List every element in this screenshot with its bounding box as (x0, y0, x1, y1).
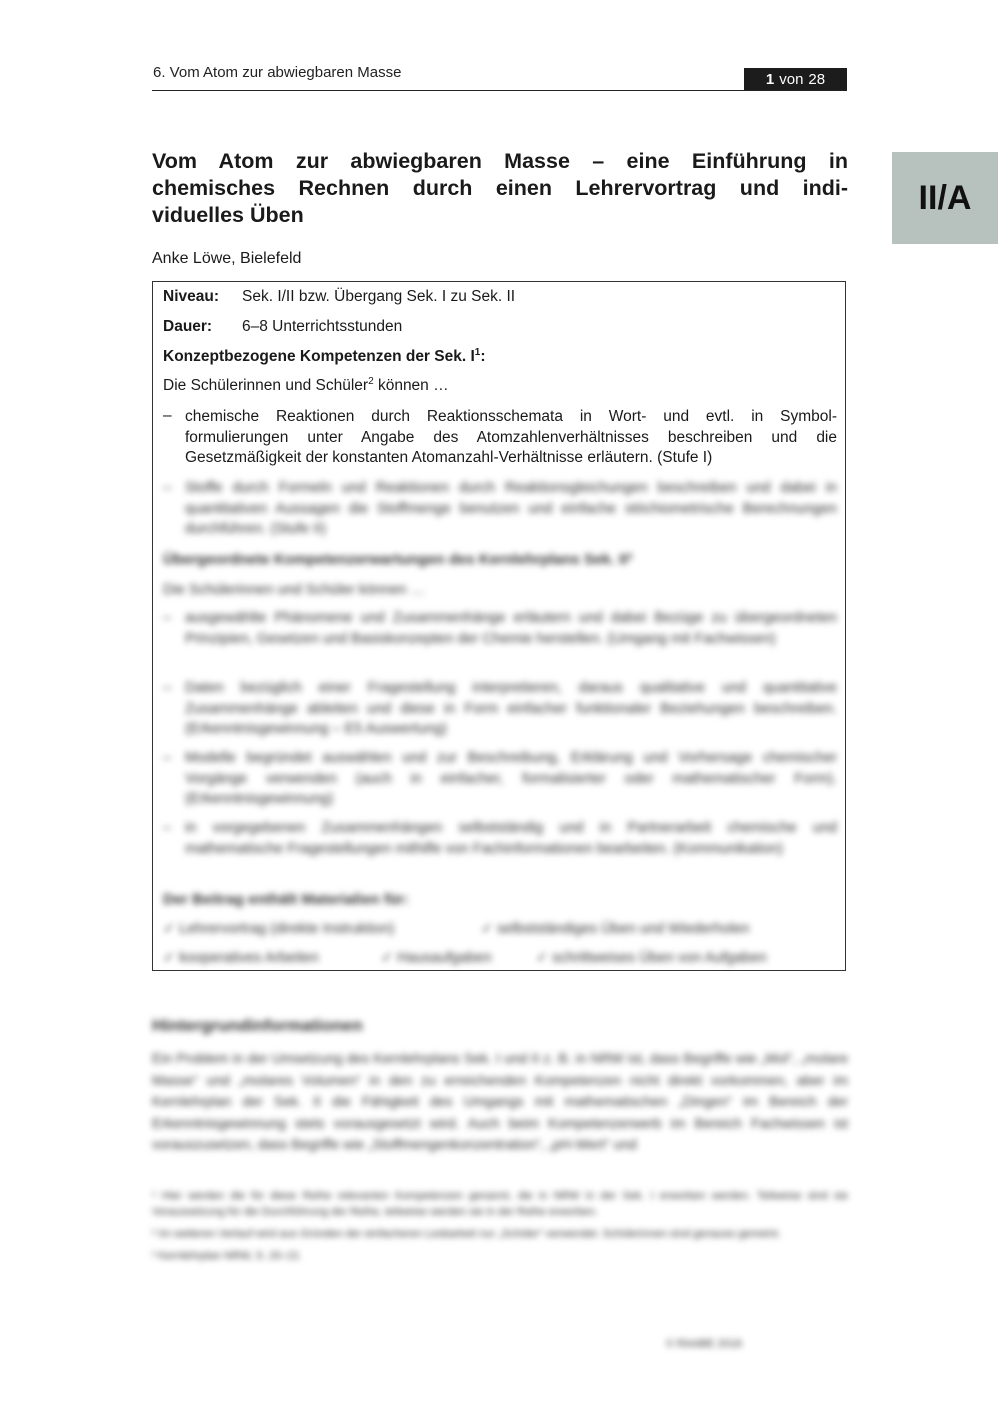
blurred-preview-region (153, 472, 844, 969)
background-heading: Hintergrundinformationen (152, 1016, 363, 1035)
check-item: ✓ schrittweises Üben von Aufgaben (536, 950, 767, 966)
blurred-heading: Der Beitrag enthält Materialien für: (163, 891, 409, 908)
background-paragraph: Ein Problem in der Umsetzung des Kernlehrplans Sek. I und II z. B. in NRW ist, dass Begriffe wie „Mol“, „molare Masse“ und „molares Volumen“ in den zu erreichenden Kompetenzen nicht direkt vorkommen, aber im Kernlehrplan der Sek. II die Fähigkeit des Umgangs mit mathematischen „Dingen“ im Bereich der Erkenntnisgewinnung stets vorausgesetzt wird. Auch beim Kompetenzerwerb im Bereich Fachwissen ist vorauszusetzen, dass Begriffe wie „Stoffmengenkonzentration“, „pH-Wert“ und (152, 1050, 848, 1152)
blurred-bullet: Daten bezüglich einer Fragestellung interpretieren, daraus qualitative und quantitative Zusammenhänge ableiten und diese in Form einfacher funktionaler Beziehungen beschreiben. (Erkenntnisgewinnung – E5 Auswertung) (185, 680, 837, 737)
niveau-row (163, 288, 516, 306)
blurred-bullet: Modelle begründet auswählen und zur Beschreibung, Erklärung und Vorhersage chemischer Vorgänge verwenden (auch in einfacher, formalisierter oder mathematischer Form). (Erkenntnisgewinnung) (185, 750, 837, 807)
copyright: © RAABE 2016 (666, 1338, 742, 1350)
bullet-line: chemische Reaktionen durch Reaktionsschemata in Wort- und evtl. in Symbol- (185, 408, 837, 425)
document-title (152, 148, 848, 229)
title-line: viduelles Üben (152, 203, 304, 227)
bullet-dash: – (163, 480, 172, 496)
dauer-label: Dauer: (163, 318, 213, 335)
niveau-value: Sek. I/II bzw. Übergang Sek. I zu Sek. II (242, 288, 516, 305)
check-item: ✓ selbstständiges Üben und Wiederholen (481, 921, 750, 937)
bullet-line: Gesetzmäßigkeit der konstanten Atomanzahl-Verhältnisse erläutern. (Stufe I) (185, 449, 713, 466)
dauer-row (163, 318, 403, 336)
footnote: ¹ Hier werden die für diese Reihe relevanten Kompetenzen genannt, die in NRW in der Sek. I erworben werden. Teilweise sind sie Voraussetzung für die Durchführung der Reihe, teilweise werden sie in der Reihe erworben. (152, 1190, 848, 1218)
bullet-dash: – (163, 680, 172, 696)
bullet-dash: – (163, 750, 172, 766)
bullet-dash: – (163, 820, 172, 836)
info-box (152, 281, 846, 971)
check-item: ✓ kooperatives Arbeiten (163, 950, 319, 966)
dauer-value: 6–8 Unterrichtsstunden (242, 318, 403, 335)
page-separator: von (779, 71, 804, 88)
intro-line (163, 377, 449, 395)
bullet-dash: – (163, 610, 172, 626)
footnote: ³ Kernlehrplan NRW, S. 20–21 (152, 1250, 300, 1262)
intro-text: Die Schülerinnen und Schüler (163, 377, 369, 394)
kompetenzen-heading (163, 348, 486, 366)
header-rule (152, 90, 847, 91)
blurred-bullet: Stoffe durch Formeln und Reaktionen durch Reaktionsgleichungen beschreiben und dabei in quantitativen Aussagen die Stoffmenge benutzen und einfache stöchiometrische Berechnungen durchführen. (Stufe II) (185, 480, 837, 537)
bullet-text (185, 407, 837, 469)
footnote-ref: 1 (474, 346, 481, 358)
title-line: chemisches Rechnen durch einen Lehrervortrag und indi- (152, 176, 848, 200)
blurred-bullet: ausgewählte Phänomene und Zusammenhänge erläutern und dabei Bezüge zu übergeordneten Prinzipien, Gesetzen und Basiskonzepten der Chemie herstellen. (Umgang mit Fachwissen) (185, 610, 837, 647)
title-line: Vom Atom zur abwiegbaren Masse – eine Einführung in (152, 149, 848, 173)
blurred-bullet: in vorgegebenen Zusammenhängen selbstständig und in Partnerarbeit chemische und mathematische Fragestellungen mithilfe von Fachinformationen bearbeiten. (Kommunikation) (185, 820, 837, 857)
blurred-heading: Übergeordnete Kompetenzerwartungen des Kernlehrplans Sek. II³ (163, 551, 633, 568)
intro-rest: können … (373, 377, 449, 394)
check-item: ✓ Lehrervortrag (direkte Instruktion) (163, 921, 395, 937)
bullet-dash: – (163, 407, 172, 424)
footnote: ² Im weiteren Verlauf wird aus Gründen der einfacheren Lesbarkeit nur „Schüler“ verwendet. Schülerinnen sind genauso gemeint. (152, 1228, 781, 1240)
header-chapter: 6. Vom Atom zur abwiegbaren Masse (153, 64, 402, 81)
footnote-ref: 2 (368, 375, 374, 387)
kompetenzen-heading-text: Konzeptbezogene Kompetenzen der Sek. I (163, 348, 475, 365)
check-item: ✓ Hausaufgaben (381, 950, 492, 966)
page-counter (744, 68, 847, 91)
page-current: 1 (765, 71, 775, 88)
section-tab: II/A (892, 152, 998, 244)
footnotes (152, 1188, 848, 1270)
page-total: 28 (808, 71, 826, 88)
blurred-intro: Die Schülerinnen und Schüler können … (163, 582, 425, 598)
author: Anke Löwe, Bielefeld (152, 250, 302, 267)
kompetenzen-colon: : (480, 348, 486, 365)
niveau-label: Niveau: (163, 288, 219, 305)
bullet-line: formulierungen unter Angabe des Atomzahlenverhältnisses beschreiben und die (185, 428, 837, 446)
